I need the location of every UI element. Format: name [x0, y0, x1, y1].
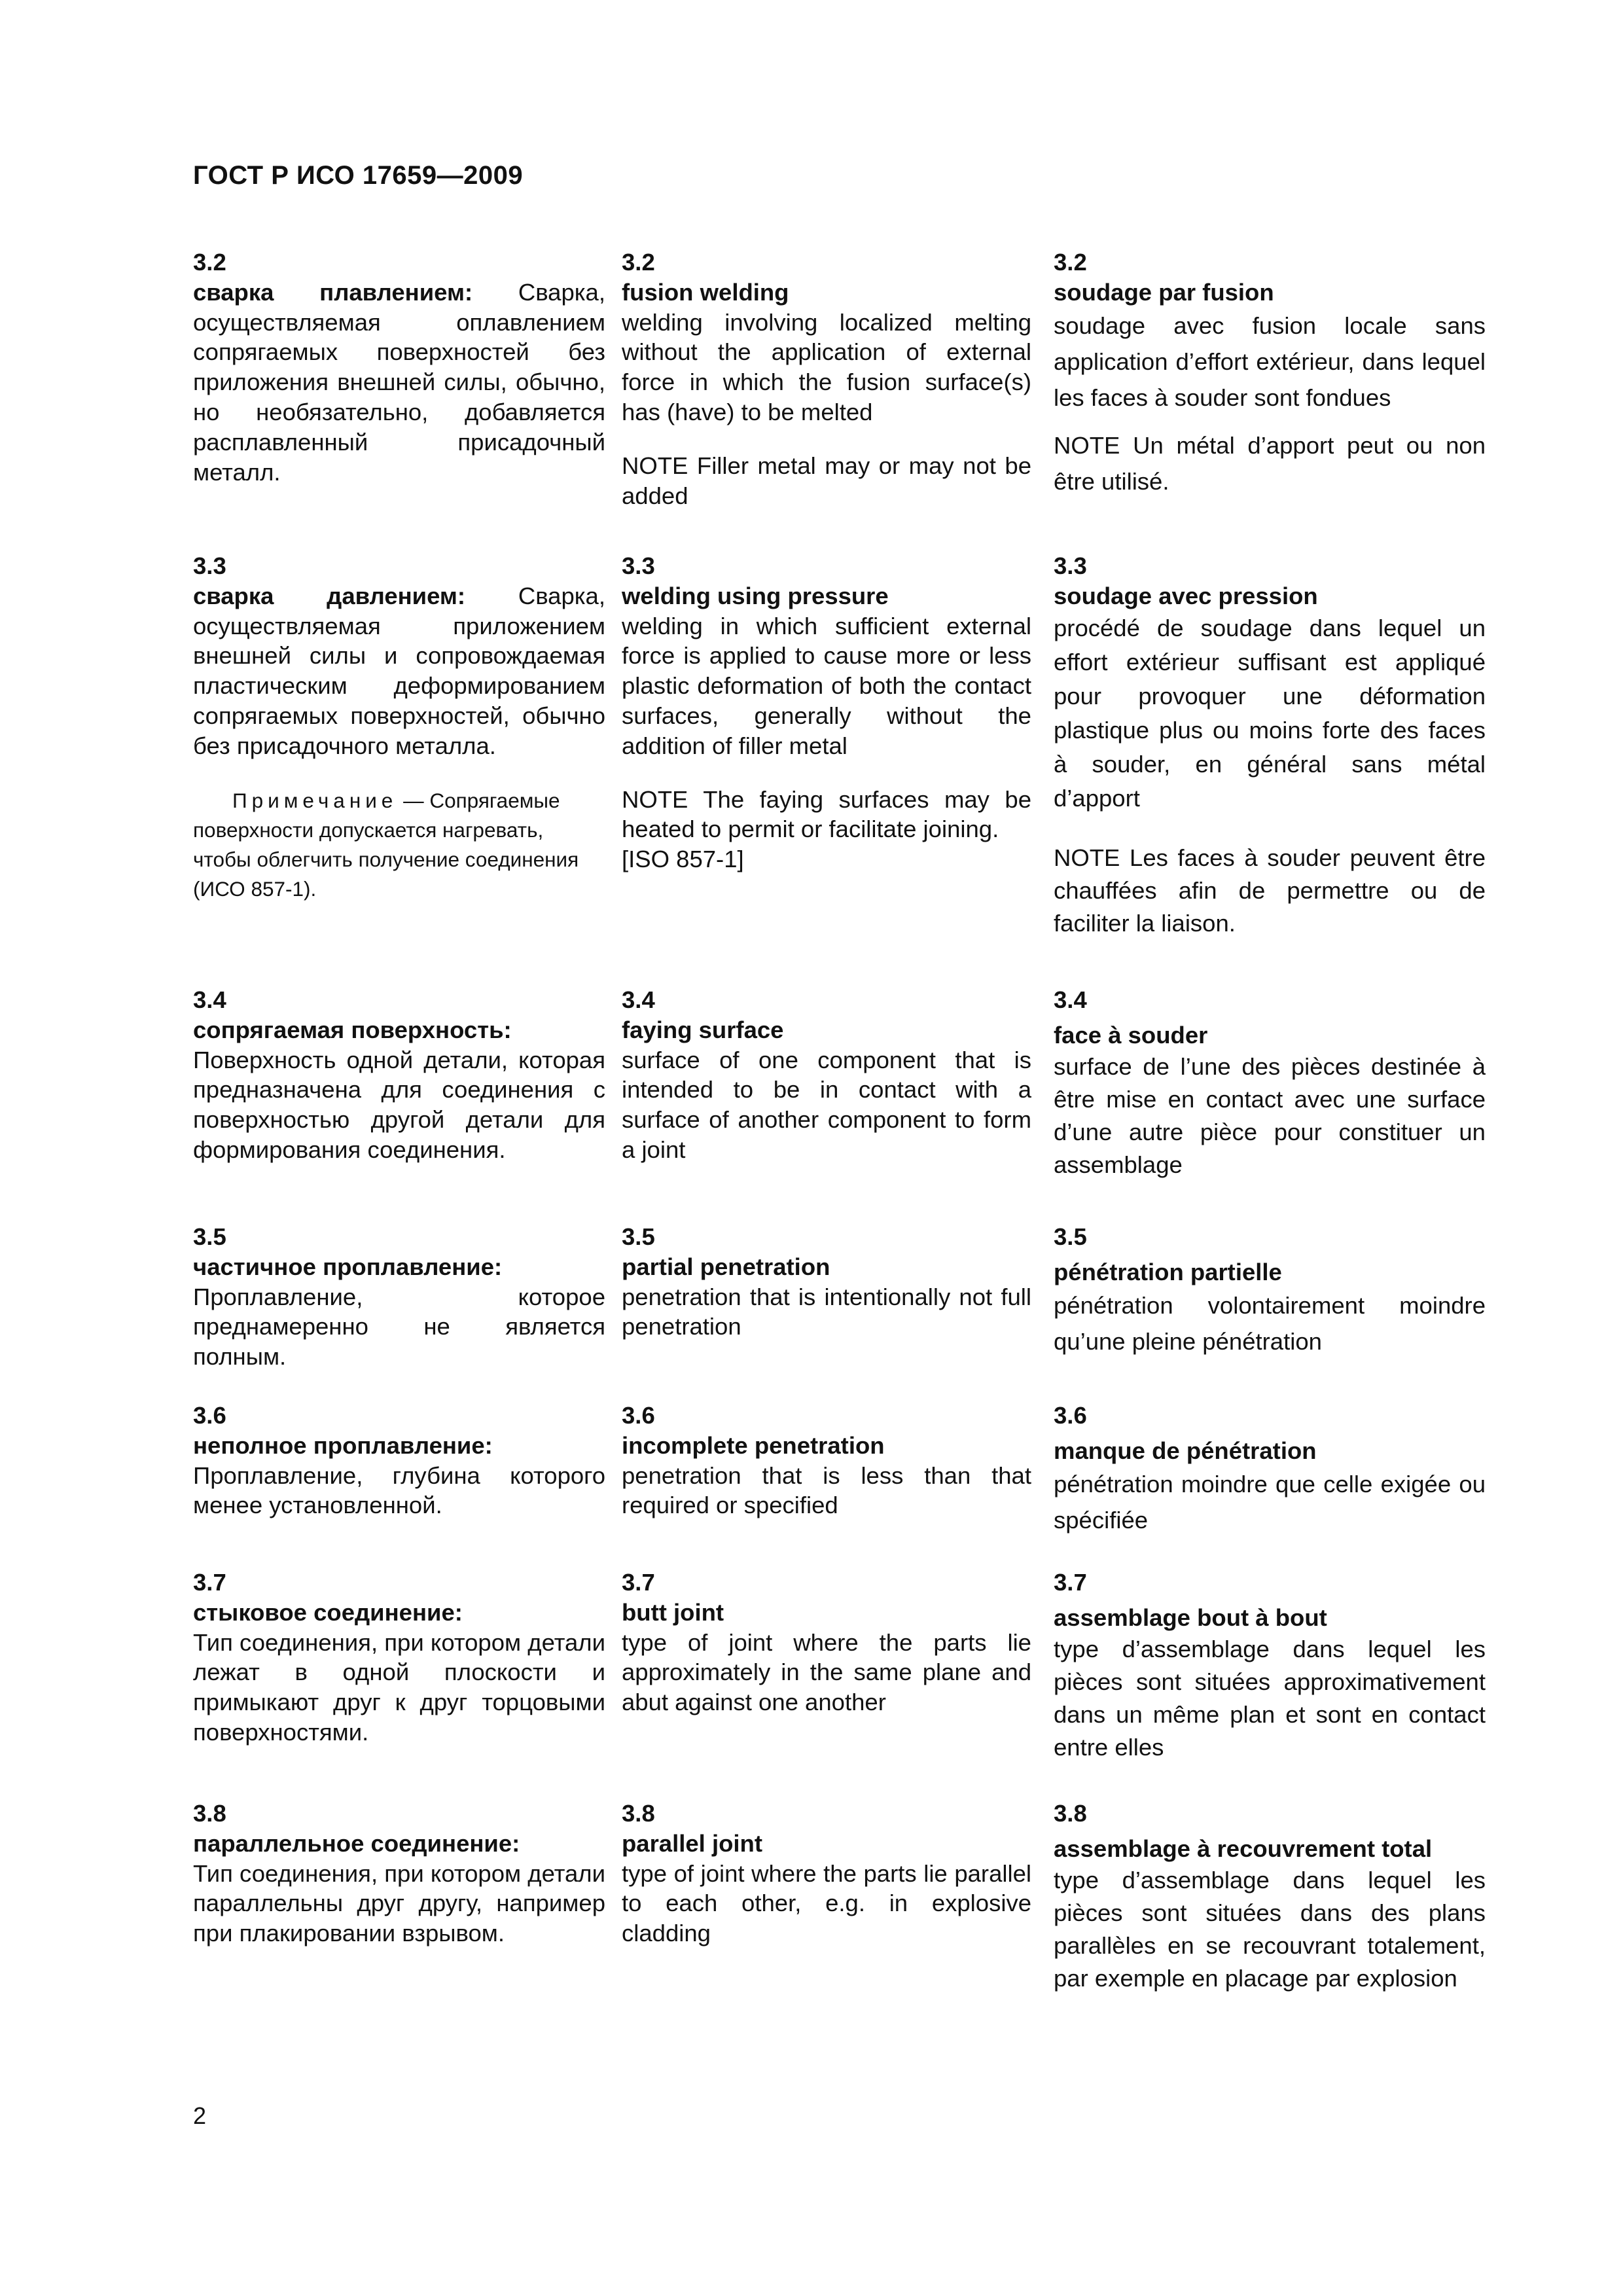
term-entry-en — [622, 551, 1031, 874]
term-title: сопрягаемая поверхность: — [193, 1016, 512, 1043]
term-number: 3.4 — [193, 986, 226, 1013]
term-definition: penetration that is intentionally not full penetration — [622, 1283, 1031, 1340]
term-definition: type of joint where the parts lie parallel to each other, e.g. in explosive cladding — [622, 1859, 1031, 1947]
term-title: faying surface — [622, 1016, 784, 1043]
term-row-3-7 — [193, 1568, 1528, 1803]
term-number: 3.5 — [193, 1223, 226, 1250]
term-entry-fr — [1054, 1799, 1486, 1995]
term-definition — [193, 278, 605, 488]
term-title: pénétration partielle — [1054, 1258, 1282, 1285]
term-entry-fr — [1054, 247, 1486, 499]
term-title: incomplete penetration — [622, 1431, 885, 1459]
note-label: Примечание — [232, 788, 398, 812]
term-definition — [193, 581, 605, 761]
term-definition-text: Сварка, осуществляемая приложением внешней силы и сопровождаемая пластическим деформированием сопрягаемых поверхностей, обычно без присадочного металла. — [193, 582, 605, 759]
term-definition: welding in which sufficient external force is applied to cause more or less plastic deformation of both the contact surfaces, generally without the addition of filler metal — [622, 612, 1031, 759]
term-entry-ru — [193, 1222, 605, 1372]
term-note-text: — Сопрягаемые поверхности допускается нагревать, чтобы облегчить получение соединения (ИСО 857-1). — [193, 788, 579, 901]
term-definition: type d’assemblage dans lequel les pièces sont situées approximativement dans un même plan et sont en contact entre elles — [1054, 1635, 1486, 1761]
term-note: NOTE Un métal d’apport peut ou non être utilisé. — [1054, 431, 1486, 495]
term-title: butt joint — [622, 1598, 724, 1626]
term-entry-ru — [193, 1568, 605, 1748]
document-header: ГОСТ Р ИСО 17659—2009 — [193, 161, 524, 190]
term-number: 3.5 — [1054, 1223, 1087, 1250]
term-title: стыковое соединение: — [193, 1598, 463, 1626]
term-title: soudage avec pression — [1054, 582, 1318, 609]
term-entry-en — [622, 1401, 1031, 1520]
term-entry-en — [622, 985, 1031, 1165]
term-number: 3.4 — [1054, 986, 1087, 1013]
term-definition: type d’assemblage dans lequel les pièces sont situées dans des plans parallèles en se recouvrant totalement, par exemple en placage par explosion — [1054, 1866, 1486, 1992]
term-reference: [ISO 857-1] — [622, 846, 744, 873]
term-definition: Проплавление, глубина которого менее установленной. — [193, 1462, 605, 1519]
term-definition: Проплавление, которое преднамеренно не является полным. — [193, 1283, 605, 1371]
term-entry-ru — [193, 247, 605, 487]
term-number: 3.7 — [193, 1569, 226, 1596]
term-title: сварка давлением: — [193, 582, 466, 609]
term-title: неполное проплавление: — [193, 1431, 493, 1459]
term-entry-fr — [1054, 1568, 1486, 1764]
term-definition: Поверхность одной детали, которая предназначена для соединения с поверхностью другой детали для формирования соединения. — [193, 1046, 605, 1163]
term-title: soudage par fusion — [1054, 278, 1274, 306]
term-entry-fr — [1054, 1222, 1486, 1359]
term-entry-en — [622, 247, 1031, 511]
term-title: параллельное соединение: — [193, 1829, 520, 1857]
term-entry-en — [622, 1222, 1031, 1342]
term-definition: soudage avec fusion locale sans application d’effort extérieur, dans lequel les faces à souder sont fondues — [1054, 312, 1486, 411]
term-entry-en — [622, 1799, 1031, 1948]
term-definition: surface de l’une des pièces destinée à être mise en contact avec une surface d’une autre pièce pour constituer un assemblage — [1054, 1052, 1486, 1178]
term-definition: type of joint where the parts lie approximately in the same plane and abut against one another — [622, 1628, 1031, 1716]
term-entry-ru — [193, 1401, 605, 1520]
term-row-3-4 — [193, 985, 1528, 1221]
term-row-3-2 — [193, 247, 1528, 509]
term-number: 3.2 — [193, 249, 226, 276]
term-definition-text: Сварка, осуществляемая оплавлением сопрягаемых поверхностей без приложения внешней силы, обычно, но необязательно, добавляется расплавленный присадочный металл. — [193, 278, 605, 486]
term-note: NOTE The faying surfaces may be heated to permit or facilitate joining. — [622, 785, 1031, 843]
term-title: partial penetration — [622, 1253, 830, 1280]
term-number: 3.3 — [1054, 552, 1087, 579]
term-number: 3.8 — [1054, 1800, 1087, 1827]
term-definition: procédé de soudage dans lequel un effort extérieur suffisant est appliqué pour provoquer une déformation plastique plus ou moins forte des faces à souder, en général sans métal d’apport — [1054, 614, 1486, 812]
term-definition: Тип соединения, при котором детали параллельны друг другу, например при плакировании взрывом. — [193, 1859, 605, 1947]
term-entry-ru — [193, 551, 605, 904]
term-number: 3.4 — [622, 986, 655, 1013]
term-number: 3.7 — [1054, 1569, 1087, 1596]
term-title: сварка плавлением: — [193, 278, 473, 306]
term-number: 3.2 — [1054, 249, 1087, 276]
term-number: 3.8 — [622, 1800, 655, 1827]
term-note: NOTE Filler metal may or may not be added — [622, 452, 1031, 509]
term-number: 3.3 — [622, 552, 655, 579]
term-row-3-3 — [193, 551, 1528, 937]
term-number: 3.3 — [193, 552, 226, 579]
term-note: NOTE Les faces à souder peuvent être chauffées afin de permettre ou de faciliter la liaison. — [1054, 844, 1486, 937]
term-definition: Тип соединения, при котором детали лежат в одной плоскости и примыкают друг к друг торцовыми поверхностями. — [193, 1628, 605, 1746]
term-definition: penetration that is less than that required or specified — [622, 1462, 1031, 1519]
term-number: 3.8 — [193, 1800, 226, 1827]
term-definition: pénétration volontairement moindre qu’une pleine pénétration — [1054, 1291, 1486, 1355]
term-number: 3.6 — [193, 1402, 226, 1429]
term-title: manque de pénétration — [1054, 1437, 1317, 1464]
term-number: 3.7 — [622, 1569, 655, 1596]
term-title: face à souder — [1054, 1021, 1208, 1049]
term-entry-fr — [1054, 551, 1486, 940]
term-entry-ru — [193, 1799, 605, 1948]
term-entry-fr — [1054, 1401, 1486, 1538]
term-number: 3.6 — [1054, 1402, 1087, 1429]
term-title: частичное проплавление: — [193, 1253, 503, 1280]
term-entry-en — [622, 1568, 1031, 1717]
term-title: assemblage à recouvrement total — [1054, 1835, 1433, 1862]
term-number: 3.2 — [622, 249, 655, 276]
term-number: 3.5 — [622, 1223, 655, 1250]
term-note — [193, 786, 605, 904]
term-entry-ru — [193, 985, 605, 1165]
term-number: 3.6 — [622, 1402, 655, 1429]
term-title: welding using pressure — [622, 582, 889, 609]
term-definition: pénétration moindre que celle exigée ou spécifiée — [1054, 1470, 1486, 1534]
term-title: parallel joint — [622, 1829, 762, 1857]
term-definition: welding involving localized melting without the application of external force in which the fusion surface(s) has (have) to be melted — [622, 308, 1031, 425]
term-title: assemblage bout à bout — [1054, 1604, 1327, 1631]
term-row-3-8 — [193, 1799, 1528, 2034]
term-title: fusion welding — [622, 278, 789, 306]
term-entry-fr — [1054, 985, 1486, 1181]
term-definition: surface of one component that is intended to be in contact with a surface of another component to form a joint — [622, 1046, 1031, 1163]
page-number: 2 — [193, 2102, 207, 2129]
